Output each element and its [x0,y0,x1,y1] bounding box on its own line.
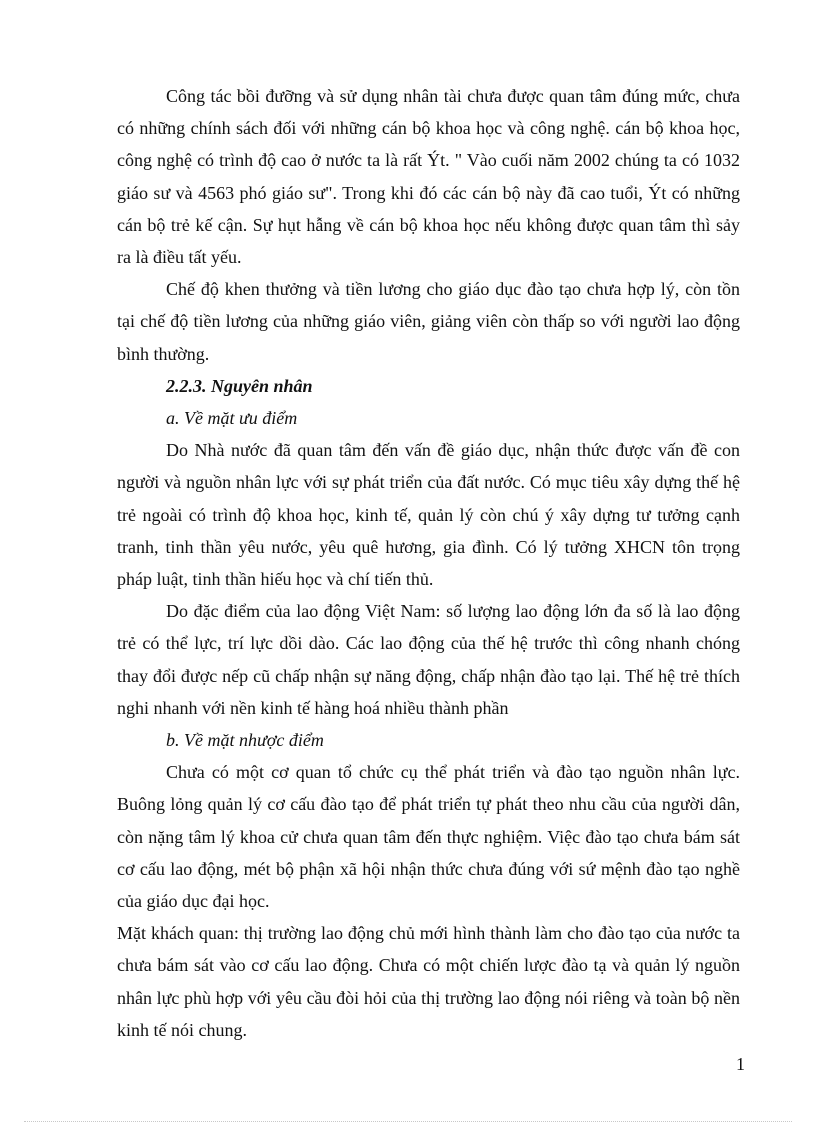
paragraph-objective-side: Mặt khách quan: thị trường lao động chủ mới hình thành làm cho đào tạo của nước ta chưa bám sát vào cơ cấu lao động. Chưa có một chiến lược đào tạ và quản lý nguồn nhân lực phù hợp với yêu cầu đòi hỏi của thị trường lao động nói riêng và toàn bộ nền kinh tế nói chung. [117,923,740,1040]
paragraph-no-agency: Chưa có một cơ quan tổ chức cụ thể phát triển và đào tạo nguồn nhân lực. Buông lỏng quản lý cơ cấu đào tạo để phát triển tự phát theo nhu cầu của người dân, còn nặng tâm lý khoa cử chưa quan tâm đến thực nghiệm. Việc đào tạo chưa bám sát cơ cấu lao động, mét bộ phận xã hội nhận thức chưa đúng với sứ mệnh đào tạo nghề của giáo dục đại học. [117,762,740,912]
paragraph-labor-characteristics: Do đặc điểm của lao động Việt Nam: số lượng lao động lớn đa số là lao động trẻ có thể lực, trí lực dồi dào. Các lao động của thế hệ trước thì công nhanh chóng thay đổi được nếp cũ chấp nhận sự năng động, chấp nhận đào tạo lại. Thế hệ trẻ thích nghi nhanh với nền kinh tế hàng hoá nhiều thành phần [117,601,740,718]
paragraph-talent-policy: Công tác bồi đưỡng và sử dụng nhân tài chưa được quan tâm đúng mức, chưa có những chính sách đối với những cán bộ khoa học và công nghệ. cán bộ khoa học, công nghệ có trình độ cao ở nước ta là rất Ýt. " Vào cuối năm 2002 chúng ta có 1032 giáo sư và 4563 phó giáo sư". Trong khi đó các cán bộ này đã cao tuổi, Ýt có những cán bộ trẻ kế cận. Sự hụt hẫng về cán bộ khoa học nếu không được quan tâm thì sảy ra là điều tất yếu. [117,86,740,268]
section-heading: 2.2.3. Nguyên nhân [166,375,313,396]
paragraph-state-attention: Do Nhà nước đã quan tâm đến vấn đề giáo dục, nhận thức được vấn đề con người và nguồn nhân lực với sự phát triển của đất nước. Có mục tiêu xây dựng thế hệ trẻ ngoài có trình độ khoa học, kinh tế, quản lý còn chú ý xây dựng tư tưởng cạnh tranh, tinh thần yêu nước, yêu quê hương, gia đình. Có lý tưởng XHCN tôn trọng pháp luật, tinh thần hiếu học và chí tiến thủ. [117,440,740,590]
page-bottom-divider [24,1121,792,1122]
subheading-advantages: a. Về mặt ưu điểm [166,408,298,429]
document-body [117,80,740,1046]
subheading-disadvantages: b. Về mặt nhược điểm [166,730,324,751]
paragraph-salary-policy: Chế độ khen thưởng và tiền lương cho giáo dục đào tạo chưa hợp lý, còn tồn tại chế độ tiền lương của những giáo viên, giảng viên còn thấp so với người lao động bình thường. [117,279,740,364]
page-number: 1 [736,1054,745,1074]
